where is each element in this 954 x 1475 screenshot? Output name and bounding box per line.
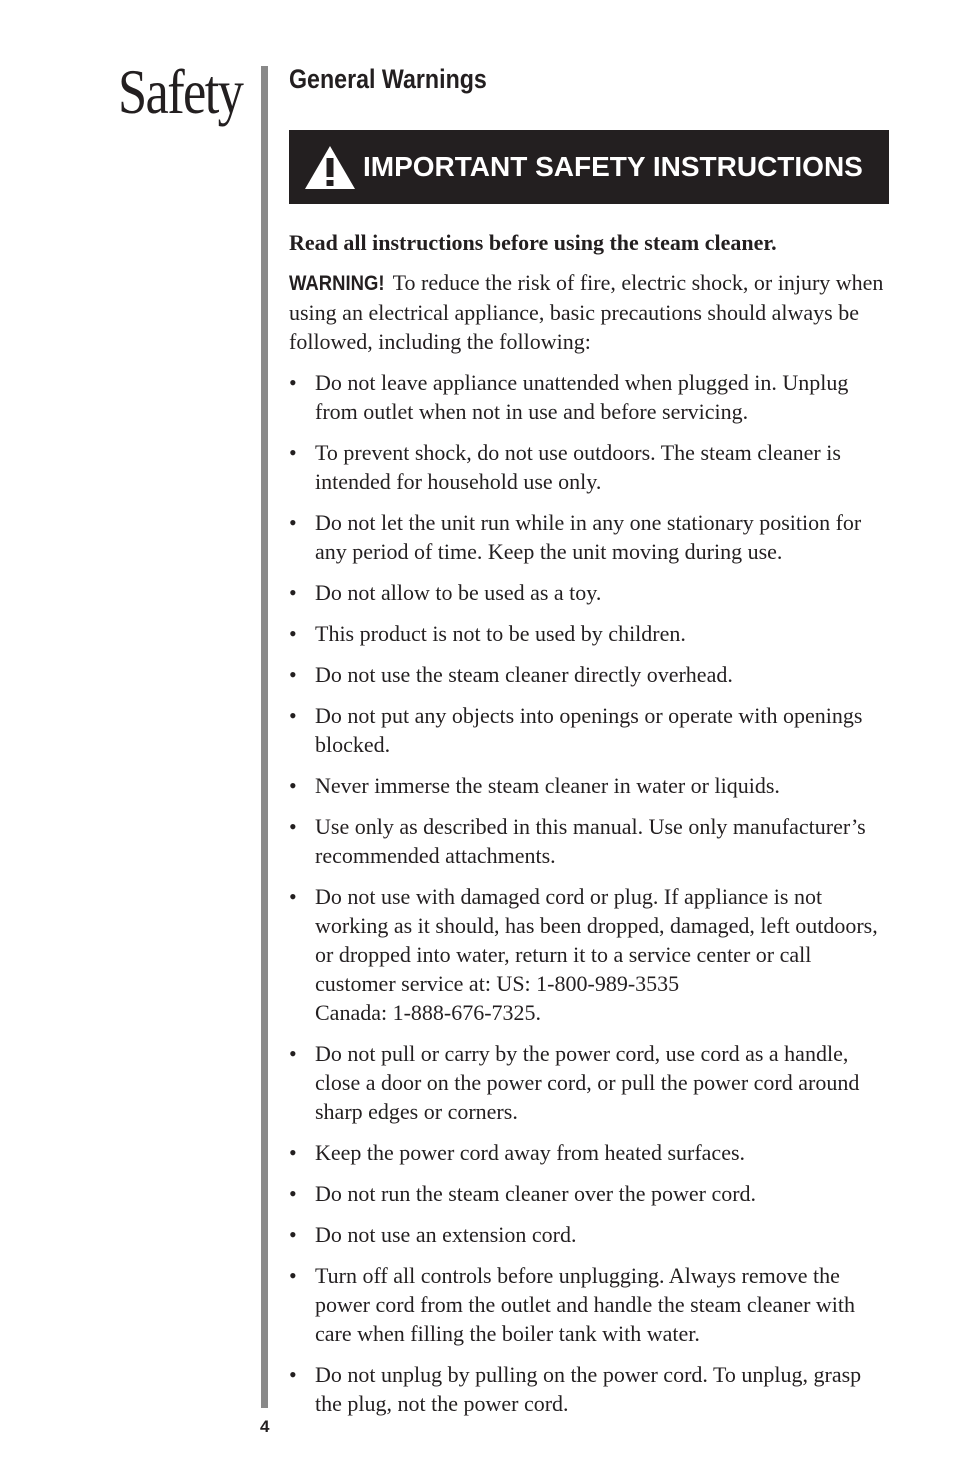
list-item: • Do not use the steam cleaner directly overhead. xyxy=(289,660,889,689)
list-item: • Do not use an extension cord. xyxy=(289,1220,889,1249)
lead-instruction: Read all instructions before using the steam cleaner. xyxy=(289,230,777,255)
list-item: • Keep the power cord away from heated surfaces. xyxy=(289,1138,889,1167)
page-number: 4 xyxy=(260,1417,270,1436)
vertical-rule xyxy=(261,66,268,1408)
warning-text: To reduce the risk of fire, electric shock, or injury when using an electrical appliance, basic precautions should always be followed, including the following: xyxy=(289,270,884,354)
list-item: • Turn off all controls before unplugging. Always remove the power cord from the outlet and handle the steam cleaner with care when filling the boiler tank with water. xyxy=(289,1261,889,1348)
list-item: • Do not run the steam cleaner over the power cord. xyxy=(289,1179,889,1208)
list-item: • Do not put any objects into openings or operate with openings blocked. xyxy=(289,701,889,759)
list-item: • This product is not to be used by children. xyxy=(289,619,889,648)
safety-banner xyxy=(289,130,889,204)
list-item: • Do not allow to be used as a toy. xyxy=(289,578,889,607)
section-heading: General Warnings xyxy=(289,64,487,94)
list-item: • Do not unplug by pulling on the power cord. To unplug, grasp the plug, not the power cord. xyxy=(289,1360,889,1418)
list-item: • Never immerse the steam cleaner in water or liquids. xyxy=(289,771,889,800)
content-column xyxy=(289,62,889,1430)
warnings-list xyxy=(289,368,889,1418)
list-item-text: Do not use with damaged cord or plug. If appliance is not working as it should, has been dropped, damaged, left outdoors, or dropped into water, return it to a service center or call customer service at: US: 1-800-989-3535 xyxy=(315,884,878,996)
list-item: • Use only as described in this manual. Use only manufacturer’s recommended attachments. xyxy=(289,812,889,870)
list-item: • Do not let the unit run while in any one stationary position for any period of time. Keep the unit moving during use. xyxy=(289,508,889,566)
list-item: • To prevent shock, do not use outdoors. The steam cleaner is intended for household use only. xyxy=(289,438,889,496)
canada-phone: Canada: 1-888-676-7325. xyxy=(315,1000,542,1025)
list-item: • Do not leave appliance unattended when plugged in. Unplug from outlet when not in use and before servicing. xyxy=(289,368,889,426)
list-item: • Do not pull or carry by the power cord, use cord as a handle, close a door on the power cord, or pull the power cord around sharp edges or corners. xyxy=(289,1039,889,1126)
list-item xyxy=(289,882,889,1027)
banner-title: IMPORTANT SAFETY INSTRUCTIONS xyxy=(363,151,863,182)
warning-triangle-icon xyxy=(303,143,357,191)
section-title: Safety xyxy=(118,56,243,127)
warning-paragraph xyxy=(289,268,889,356)
warning-label: WARNING! xyxy=(289,272,385,295)
